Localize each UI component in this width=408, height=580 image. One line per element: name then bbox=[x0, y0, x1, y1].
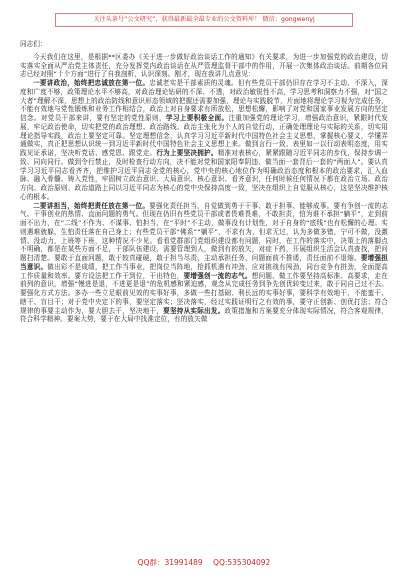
section-1-text-c: 精准对表核心，紧紧跟随习近平同志的步伐，保持步调一致、同向同行。做到令行禁止，及时检查行动方向，决不能对党和国家阳奉阴违、做当面一套背后一套的“两面人”。要认真学习习近平同志看齐齐，把维护习近平同志全党的核心，党中央的核心地位作为明确政治态度和根本的政治要求，汇入血脉、融入骨髓、铸入党性，牢固树立政治意识、大局意识、核心意识、看齐意识，任何时候任何情况下都在政治立场、政治方向、政治原则、政治道路上同以习近平同志为核心的党中央保持高度一致，坚决在组织上自觉服从核心，这是坚决维护核心的根本。 bbox=[20, 149, 388, 201]
section-2-text-e: 政策措施和方案要充分体现实际情况，符合客观规律，符合科学精神。要案大势，要于在大局中找准定位，有的放矢做 bbox=[20, 306, 388, 324]
section-1-emphasis-b: 行为上要坚决拥护。 bbox=[156, 149, 218, 157]
footer-qq: QQ:535304092 bbox=[213, 558, 271, 567]
section-2-emphasis-a: 要增强担当意识。 bbox=[20, 254, 388, 271]
section-2-paragraph bbox=[20, 202, 388, 325]
section-1-emphasis-a: 学习上要积极全面。 bbox=[165, 114, 229, 122]
section-1-text-a: 忠诚老实是干部素质的灵魂。但有些党员干部仍旧存在学习不主动、不深入，深度和广度不够，政策理论水平不够高，对政治理论钻研的不深、不透，对政治敏锐性不高，学习思考和洞察力不强，对“国之大者”理解不深，思想上的政治防线和意识形态领域的把握还需要加强，理论与实践脱节，片面地将理论学习视为完成任务，不能有效地与党性锻炼和业务工作相结合，政治上对自身要求有所放松，思想松懈，影响了对党和国家事业发展方向的坚定信念。对党员干部来讲，要有坚定的党性原则， bbox=[20, 79, 388, 122]
section-2-text-d: 想问题、做工作要坚持高标准、高要求，走在前列的意识，增强“慢进是退，不进更是退”的危机感和紧迫感，观念从完成任务到争先创优转变过来，敢于同自己过不去。要强化方式方法。多办一些立足眼前见效的实事好事，多做一些打基础、利长远的实事好事，要科学有效地干，不能蛮干、瞎干、盲目干；对于党中央定下的事，要坚定落实；坚决落实，经过实践证明行之有效的事，要守正创新、创优打法；符合规律的事要主动作为，要大胆去干，坚决地干， bbox=[20, 271, 388, 315]
section-2-text-a: 要强化责任担当，自觉做到勇于干事、敢于担事、能够成事。要有争创一流的志气、干事创业的热情、直面问题的勇气。但现在仍旧有些党员干部或者畏难畏难，不敢担责，怕为谁不承担“躺平”，走到前面不出力，在“二线”不作为、不谋事、怕担当，在“平时”不主动，做事没有计划性，对于自身的“底线”也有松懈的心理。 bbox=[20, 201, 388, 227]
section-2-emphasis-b: 要增强创一流的志气。 bbox=[183, 271, 252, 280]
intro-paragraph: 今天我们在这里，是根据**区委办《关于进一步做好政治谈话工作的通知》有关要求，为进一步加强党的政治建设，切实落实全面从严治党主体责任，充分发挥党内政治谈话在从严管理监督干部中的作用，开展一次集体政治谈话。前期各位同志已经对照“十个方面”进行了自我剖析，认识深刻。刚才，现在我讲几点意见： bbox=[20, 52, 388, 79]
section-2-text-c: 做出彩不是成绩，把工作当事业，把岗位当阵地，抢抓机遇有冲劲、应对挑战有闯劲，同台竞争有拼劲，全面提高工作质量和效率。要方设法把工作干到位，干出特色， bbox=[20, 262, 388, 280]
footer-qq-group: QQ群：31991489 bbox=[137, 558, 203, 567]
section-1-heading: 一要讲政治，始终把忠诚放在第一位。 bbox=[33, 79, 150, 87]
footer-contact bbox=[0, 557, 408, 568]
promo-banner: 关注头条号“公文研究”，获得最新最全最专业的公文资料库！ 微信：gongwenyj bbox=[55, 13, 353, 27]
section-2-emphasis-c: 要坚持从实际出发。 bbox=[163, 306, 225, 315]
document-body bbox=[20, 40, 388, 324]
section-1-paragraph bbox=[20, 79, 388, 202]
section-2-text-b: 实则遇难就躲，生怕责任落在自己身上；有些党员干部“佛系”“躺平”，不求有为，但求无过，认为多做多错，宁可不做，没激情、没动力，上班等下班，这种情况不少见。看看党群部门党组织建设都有问题，同时，在工作的落实中，决策上的落脚点不明确，都是在某些方面不足，干部队伍建设，需要管理到人，做到有的放矢，对症下药，开展组织生活会认真查找，把问题扫清楚。要敢于直面问题，敢于较真碰硬，敢于担当尽责，主动承担任务，问题面前不推诿，责任面前不退缩。 bbox=[20, 219, 388, 262]
section-2-heading: 二要讲担当，始终把责任放在第一位。 bbox=[33, 201, 150, 210]
salutation: 同志们： bbox=[20, 40, 47, 48]
section-1-text-b: 注重加强党的理论学习，增强政治意识，紧跟时代发展，牢记政治使命，切实把党的政治理想、政治路线、政治主张化为个人的自觉行动，正确处理理论与实际的关系，切实用理论指导实践，政治上要坚定可靠。坚定理想信念，认真学习习近平新时代中国特色社会主义思想，掌握核心要义，学懂弄通做实，真正把思想认识统一到习近平新时代中国特色社会主义思想上来。做到言行一致、表里如一以行动表明态度，用实践见证承诺，坚决听党话、感党恩、跟党走。 bbox=[20, 114, 388, 157]
